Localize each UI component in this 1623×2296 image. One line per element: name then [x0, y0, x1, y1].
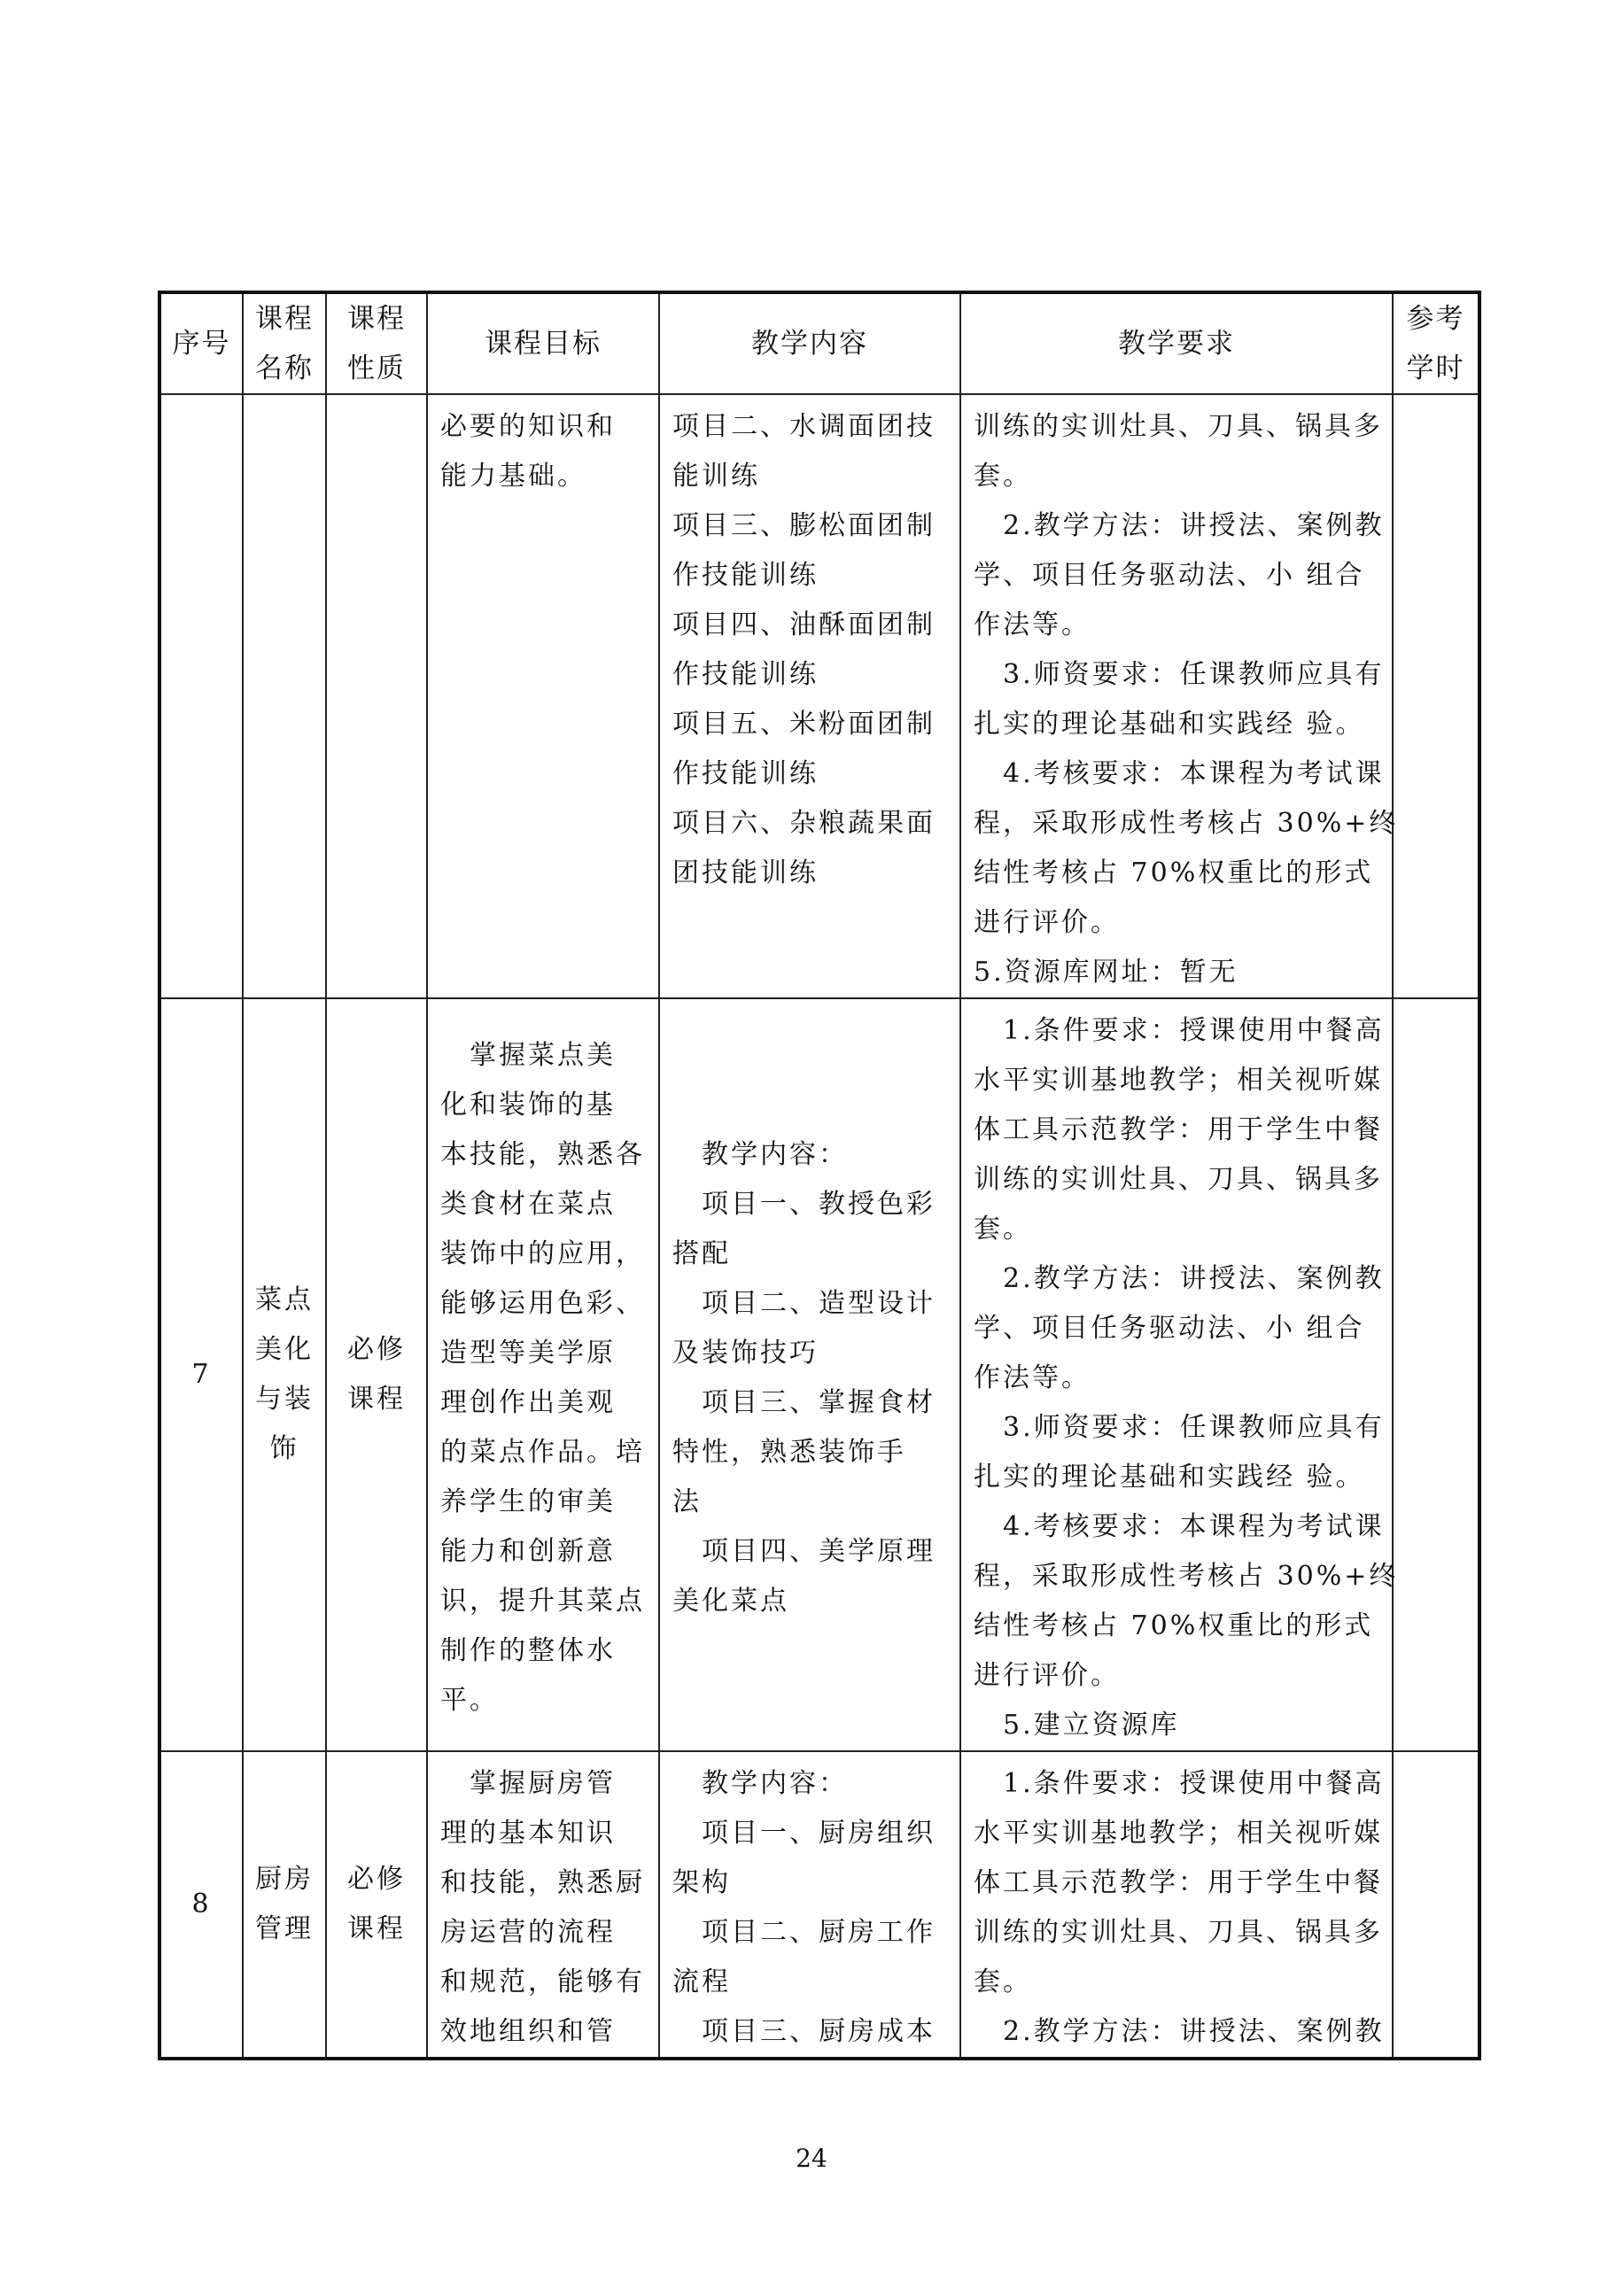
text-line: 训练的实训灶具、刀具、锅具多	[974, 1164, 1383, 1195]
cell-seq: 7	[159, 998, 243, 1751]
cell-content	[659, 394, 960, 998]
name-lines	[244, 1276, 325, 1474]
text-line: 美化菜点	[672, 1586, 789, 1617]
cell-course-name	[243, 1751, 326, 2059]
nature-lines	[327, 1325, 426, 1424]
text-line: 套。	[974, 461, 1032, 492]
cell-objective	[427, 1751, 659, 2059]
cell-hours	[1393, 394, 1479, 998]
text-line: 掌握厨房管	[440, 1768, 616, 1799]
header-course-nature: 课程 性质	[326, 292, 427, 394]
text-line: 厨房	[255, 1864, 314, 1895]
header-seq: 序号	[159, 292, 243, 394]
text-line: 结性考核占 70%权重比的形式	[974, 857, 1374, 888]
text-line: 架构	[672, 1867, 731, 1898]
text-line: 水平实训基地教学；相关视听媒	[974, 1065, 1383, 1096]
text-line: 项目三、厨房成本	[672, 2016, 936, 2047]
text-line: 流程	[672, 1966, 731, 1997]
header-content: 教学内容	[659, 292, 960, 394]
text-line: 4.考核要求：本课程为考试课	[974, 1511, 1385, 1542]
text-line: 装饰中的应用，	[440, 1238, 645, 1269]
cell-requirements	[960, 394, 1399, 998]
text-line: 理的基本知识	[440, 1818, 616, 1849]
text-line: 项目二、厨房工作	[672, 1917, 936, 1948]
text-line: 程，采取形成性考核占 30%+终	[974, 1561, 1399, 1592]
text-line: 扎实的理论基础和实践经 验。	[974, 1462, 1365, 1493]
text-line: 必修	[347, 1334, 406, 1365]
text-line: 能力和创新意	[440, 1536, 616, 1567]
cell-hours	[1393, 1751, 1479, 2059]
cell-course-nature	[326, 998, 427, 1751]
text-line: 项目五、米粉面团制	[672, 709, 936, 740]
text-line: 进行评价。	[974, 1660, 1120, 1691]
text-line: 能够运用色彩、	[440, 1288, 645, 1319]
cell-course-nature	[326, 394, 427, 998]
text-line: 1.条件要求：授课使用中餐高	[974, 1768, 1385, 1799]
text-line: 4.考核要求：本课程为考试课	[974, 758, 1385, 789]
cell-requirements	[960, 998, 1399, 1751]
text-line: 3.师资要求：任课教师应具有	[974, 659, 1385, 690]
requirements-lines	[961, 999, 1399, 1750]
text-line: 进行评价。	[974, 907, 1120, 938]
text-line: 作技能训练	[672, 659, 819, 690]
objective-lines	[428, 1752, 658, 2057]
text-line: 与装	[255, 1384, 314, 1415]
header-requirements: 教学要求	[960, 292, 1393, 394]
text-line: 程，采取形成性考核占 30%+终	[974, 808, 1399, 839]
cell-requirements	[960, 1751, 1393, 2059]
cell-objective	[427, 998, 659, 1751]
requirements-lines	[961, 395, 1399, 997]
text-line: 法	[672, 1486, 702, 1517]
text-line: 5.资源库网址：暂无	[974, 957, 1239, 988]
cell-content	[659, 1751, 960, 2059]
text-line: 作技能训练	[672, 560, 819, 591]
text-line: 识，提升其菜点	[440, 1586, 645, 1617]
text-line: 项目三、掌握食材	[672, 1387, 936, 1418]
text-line: 水平实训基地教学；相关视听媒	[974, 1818, 1383, 1849]
curriculum-table-wrapper	[158, 291, 1478, 2060]
cell-course-nature	[326, 1751, 427, 2059]
text-line: 1.条件要求：授课使用中餐高	[974, 1015, 1385, 1046]
text-line: 理创作出美观	[440, 1387, 616, 1418]
table-row	[159, 998, 1479, 1751]
text-line: 类食材在菜点	[440, 1189, 616, 1220]
text-line: 饰	[269, 1433, 299, 1464]
text-line: 和规范，能够有	[440, 1966, 645, 1997]
text-line: 房运营的流程	[440, 1917, 616, 1948]
cell-hours	[1393, 998, 1479, 1751]
name-lines	[244, 1855, 325, 1954]
curriculum-table	[158, 291, 1481, 2060]
text-line: 2.教学方法：讲授法、案例教	[974, 2016, 1385, 2047]
text-line: 2.教学方法：讲授法、案例教	[974, 1263, 1385, 1294]
text-line: 能训练	[672, 461, 760, 492]
cell-content	[659, 998, 960, 1751]
text-line: 项目四、美学原理	[672, 1536, 936, 1567]
text-line: 必修	[347, 1864, 406, 1895]
content-lines	[660, 1752, 959, 2057]
text-line: 菜点	[255, 1284, 314, 1315]
text-line: 项目四、油酥面团制	[672, 609, 936, 640]
cell-objective	[427, 394, 659, 998]
cell-seq: 8	[159, 1751, 243, 2059]
header-objective: 课程目标	[427, 292, 659, 394]
page-number: 24	[796, 2144, 827, 2173]
text-line: 掌握菜点美	[440, 1040, 616, 1071]
text-line: 养学生的审美	[440, 1486, 616, 1517]
text-line: 学、项目任务驱动法、小 组合	[974, 1313, 1365, 1344]
text-line: 和技能，熟悉厨	[440, 1867, 645, 1898]
text-line: 化和装饰的基	[440, 1090, 616, 1121]
text-line: 5.建立资源库	[974, 1710, 1180, 1741]
text-line: 项目二、造型设计	[672, 1288, 936, 1319]
text-line: 套。	[974, 1214, 1032, 1245]
table-row	[159, 394, 1479, 998]
text-line: 体工具示范教学：用于学生中餐	[974, 1867, 1383, 1898]
content-lines	[660, 395, 959, 898]
text-line: 教学内容：	[672, 1139, 848, 1170]
text-line: 特性，熟悉装饰手	[672, 1437, 906, 1468]
cell-course-name	[243, 998, 326, 1751]
header-course-name: 课程 名称	[243, 292, 326, 394]
cell-seq	[159, 394, 243, 998]
text-line: 训练的实训灶具、刀具、锅具多	[974, 1917, 1383, 1948]
text-line: 及装饰技巧	[672, 1338, 819, 1369]
table-row	[159, 1751, 1479, 2059]
objective-lines	[428, 1024, 658, 1726]
text-line: 制作的整体水	[440, 1635, 616, 1666]
text-line: 作技能训练	[672, 758, 819, 789]
content-lines	[660, 1123, 959, 1626]
text-line: 项目一、厨房组织	[672, 1818, 936, 1849]
text-line: 教学内容：	[672, 1768, 848, 1799]
text-line: 3.师资要求：任课教师应具有	[974, 1412, 1385, 1443]
text-line: 项目一、教授色彩	[672, 1189, 936, 1220]
text-line: 项目二、水调面团技	[672, 411, 936, 442]
text-line: 团技能训练	[672, 857, 819, 888]
text-line: 项目六、杂粮蔬果面	[672, 808, 936, 839]
text-line: 结性考核占 70%权重比的形式	[974, 1610, 1374, 1641]
text-line: 训练的实训灶具、刀具、锅具多	[974, 411, 1383, 442]
text-line: 造型等美学原	[440, 1338, 616, 1369]
text-line: 必要的知识和	[440, 411, 616, 442]
text-line: 效地组织和管	[440, 2016, 616, 2047]
text-line: 平。	[440, 1685, 499, 1716]
nature-lines	[327, 1855, 426, 1954]
text-line: 作法等。	[974, 609, 1091, 640]
text-line: 作法等。	[974, 1362, 1091, 1393]
text-line: 课程	[347, 1384, 406, 1415]
objective-lines	[428, 395, 658, 501]
text-line: 项目三、膨松面团制	[672, 510, 936, 541]
header-hours: 参考 学时	[1393, 292, 1479, 394]
text-line: 能力基础。	[440, 461, 586, 492]
text-line: 2.教学方法：讲授法、案例教	[974, 510, 1385, 541]
text-line: 体工具示范教学：用于学生中餐	[974, 1114, 1383, 1145]
header-row	[159, 292, 1479, 394]
text-line: 美化	[255, 1334, 314, 1365]
text-line: 扎实的理论基础和实践经 验。	[974, 709, 1365, 740]
text-line: 套。	[974, 1966, 1032, 1997]
text-line: 本技能，熟悉各	[440, 1139, 645, 1170]
text-line: 课程	[347, 1913, 406, 1944]
text-line: 学、项目任务驱动法、小 组合	[974, 560, 1365, 591]
text-line: 的菜点作品。培	[440, 1437, 645, 1468]
text-line: 管理	[255, 1913, 314, 1944]
requirements-lines	[961, 1752, 1392, 2057]
cell-course-name	[243, 394, 326, 998]
text-line: 搭配	[672, 1238, 731, 1269]
